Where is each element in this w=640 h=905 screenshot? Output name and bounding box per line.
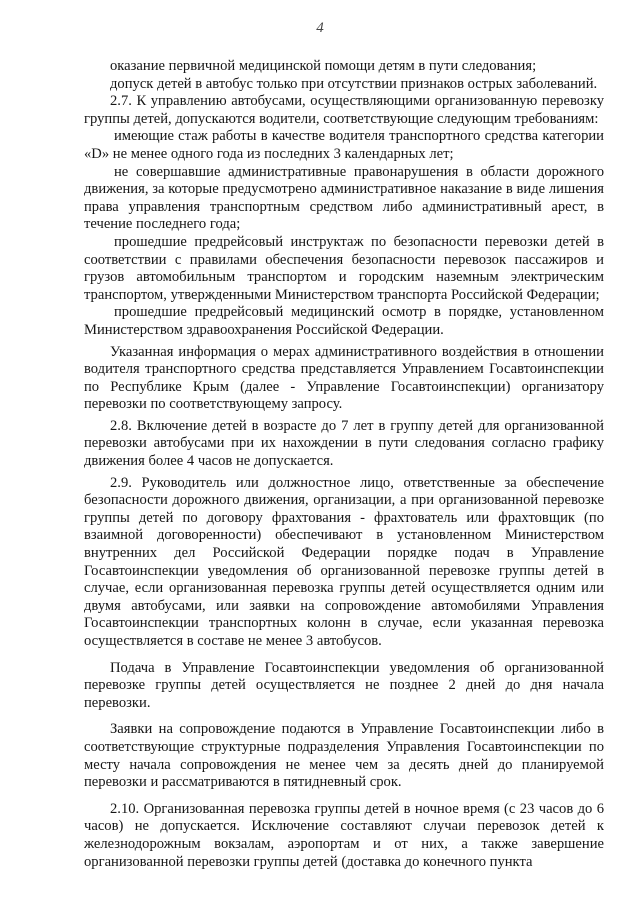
page-number: 4	[316, 20, 324, 36]
paragraph-briefing: прошедшие предрейсовый инструктаж по безопасности перевозки детей в соответствии с правилами обеспечения безопасности перевозок пассажиров и грузов автомобильным транспортом и городским наземным электрическим транспортом, утвержденными Министерством транспорта Российской Федерации;	[84, 233, 604, 303]
paragraph-experience: имеющие стаж работы в качестве водителя транспортного средства категории «D» не менее одного года из последних 3 календарных лет;	[84, 128, 604, 162]
paragraph-2-7: 2.7. К управлению автобусами, осуществляющими организованную перевозку группы детей, допускаются водители, соответствующие следующим требованиям:	[84, 93, 604, 127]
document-body	[84, 58, 604, 871]
paragraph-2-8: 2.8. Включение детей в возрасте до 7 лет в группу детей для организованной перевозки автобусами при их нахождении в пути следования согласно графику движения более 4 часов не допускается.	[84, 417, 604, 470]
paragraph-first-aid: оказание первичной медицинской помощи детям в пути следования;	[110, 58, 537, 74]
paragraph-admission: допуск детей в автобус только при отсутствии признаков острых заболеваний.	[110, 75, 598, 92]
paragraph-2-9: 2.9. Руководитель или должностное лицо, ответственные за обеспечение безопасности дорожного движения, организации, а при организованной перевозке группы детей по договору фрахтования - фрахтователь или фрахтовщик (по взаимной договоренности) обеспечивают в установленном Министерством внутренних дел Российской Федерации порядке подач в Управление Госавтоинспекции уведомления об организованной перевозке группы детей в случае, если организованная перевозка группы детей осуществляется одним или двумя автобусами, или заявки на сопровождение автомобилями Управления Госавтоинспекции транспортных колонн в случае, если указанная перевозка осуществляется в составе не менее 3 автобусов.	[84, 474, 604, 649]
paragraph-escort-requests: Заявки на сопровождение подаются в Управление Госавтоинспекции либо в соответствующие структурные подразделения Управления Госавтоинспекции по месту начала сопровождения не менее чем за десять дней до планируемой перевозки и рассматриваются в пятидневный срок.	[84, 721, 604, 791]
paragraph-2-10: 2.10. Организованная перевозка группы детей в ночное время (с 23 часов до 6 часов) не допускается. Исключение составляют случаи перевозок детей к железнодорожным вокзалам, аэропортам и от них, а также завершение организованной перевозки группы детей (доставка до конечного пункта	[84, 800, 604, 870]
paragraph-no-violations: не совершавшие административные правонарушения в области дорожного движения, за которые предусмотрено административное наказание в виде лишения права управления транспортным средством либо административный арест, в течение последнего года;	[84, 163, 604, 233]
paragraph-medical-check: прошедшие предрейсовый медицинский осмотр в порядке, установленном Министерством здравоохранения Российской Федерации.	[84, 304, 604, 338]
paragraph-notification: Подача в Управление Госавтоинспекции уведомления об организованной перевозке группы детей осуществляется не позднее 2 дней до дня начала перевозки.	[84, 659, 604, 711]
paragraph-information: Указанная информация о мерах административного воздействия в отношении водителя транспортного средства представляется Управлением Госавтоинспекции по Республике Крым (далее - Управление Госавтоинспекции) организатору перевозки по соответствующему запросу.	[84, 343, 604, 413]
